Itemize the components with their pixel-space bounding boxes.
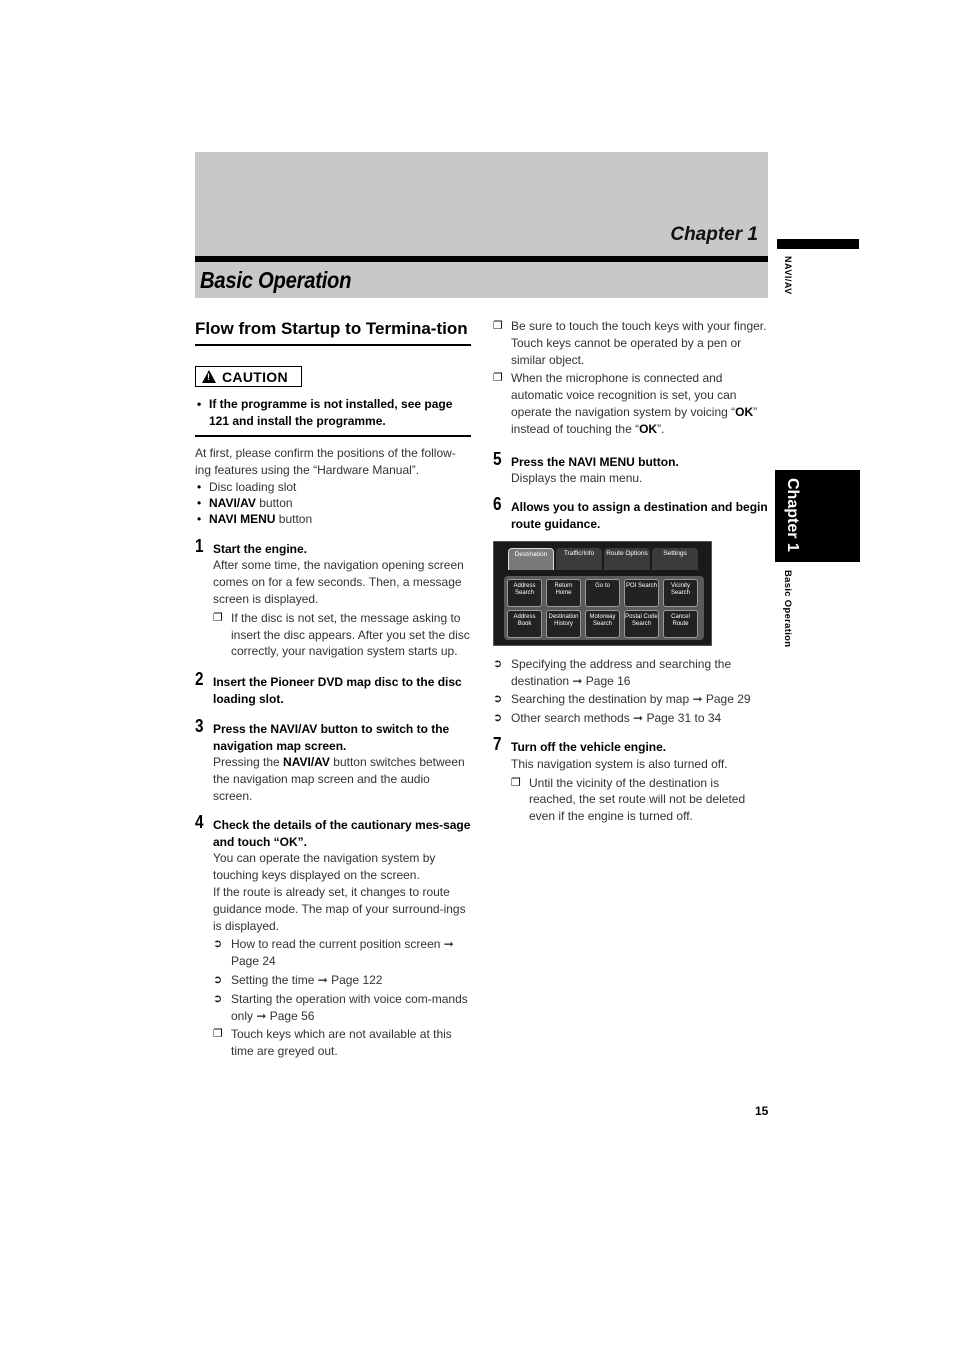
key-vicinity-search: Vicinity Search <box>663 579 698 607</box>
intro-text: At first, please confirm the positions of the follow-ing features using the “Hardware Manual”. <box>195 446 456 477</box>
note-item: ❐ Touch keys which are not available at this time are greyed out. <box>213 1027 452 1059</box>
step-number: 4 <box>195 811 204 832</box>
caution-label-box <box>195 366 302 387</box>
reference-item: ➲ Starting the operation with voice com-mands only ➞ Page 56 <box>213 991 468 1023</box>
note-box-icon: ❐ <box>213 611 223 624</box>
warning-icon: ! <box>202 370 216 383</box>
reference-item: ➲ Specifying the address and searching the destination ➞ Page 16 <box>493 656 732 688</box>
key-poi-search: POI Search <box>624 579 659 607</box>
step-title: Check the details of the cautionary mes-sage and touch “OK”. <box>213 817 471 849</box>
page-number: 15 <box>755 1104 769 1118</box>
step-body: You can operate the navigation system by touching keys displayed on the screen. <box>213 851 436 883</box>
note-item: ❐ Be sure to touch the touch keys with your finger. Touch keys cannot be operated by a pen or similar object. <box>493 319 767 367</box>
step-body: If the route is already set, it changes to route guidance mode. The map of your surround-ings is displayed. <box>213 884 466 933</box>
step-4 <box>195 811 471 1060</box>
step-number: 6 <box>493 494 502 515</box>
note-box-icon: ❐ <box>511 776 521 789</box>
tab-destination: Destination <box>508 548 554 570</box>
caution-label: CAUTION <box>222 368 288 385</box>
key-destination-history: Destination History <box>546 610 581 638</box>
step-5 <box>493 448 768 488</box>
page-title: Basic Operation <box>200 267 352 293</box>
left-column <box>195 312 471 1060</box>
key-motorway-search: Motorway Search <box>585 610 620 638</box>
side-section-label: Basic Operation <box>782 570 793 648</box>
tab-route-options: Route Options <box>604 548 650 570</box>
step-title: Turn off the vehicle engine. <box>511 739 667 754</box>
step-number: 5 <box>493 448 502 469</box>
tab-traffic-info: Traffic/Info <box>556 548 602 570</box>
key-address-search: Address Search <box>507 579 542 607</box>
reference-item: ➲ Searching the destination by map ➞ Page 29 <box>493 692 751 707</box>
side-chapter-label: Chapter 1 <box>784 478 801 552</box>
step-number: 7 <box>493 733 502 754</box>
step-title: Allows you to assign a destination and begin route guidance. <box>511 500 768 531</box>
title-band <box>195 262 768 298</box>
chapter-label: Chapter 1 <box>670 224 758 245</box>
step-title: Start the engine. <box>213 541 308 556</box>
step-7 <box>493 733 768 825</box>
note-item: ❐ If the disc is not set, the message asking to insert the disc appears. After you set the disc correctly, your navigation system starts up. <box>213 610 470 659</box>
note-item: ❐ Until the vicinity of the destination is reached, the set route will not be deleted even if the engine is turned off. <box>511 775 746 824</box>
note-item: ❐ When the microphone is connected and automatic voice recognition is set, you can operate the navigation system by voicing “OK” instead of touching the “OK”. <box>493 371 758 436</box>
reference-arrow-icon: ➲ <box>213 938 223 951</box>
step-3 <box>195 715 471 805</box>
right-column <box>493 318 768 825</box>
caution-block <box>195 366 471 437</box>
key-cancel-route: Cancel Route <box>663 610 698 638</box>
step-title: Insert the Pioneer DVD map disc to the disc loading slot. <box>213 675 462 706</box>
list-item: • NAVI/AV button <box>195 495 471 511</box>
step-1 <box>195 535 471 661</box>
reference-arrow-icon: ➲ <box>493 693 503 706</box>
step-title: Press the NAVI/AV button to switch to the navigation map screen. <box>213 721 450 753</box>
reference-arrow-icon: ➲ <box>213 973 223 986</box>
note-box-icon: ❐ <box>213 1028 223 1041</box>
step-6 <box>493 494 768 533</box>
step-number: 3 <box>195 715 204 736</box>
note-box-icon: ❐ <box>493 372 503 385</box>
caution-text: • If the programme is not installed, see page 121 and install the programme. <box>195 391 471 437</box>
step-6-references <box>493 656 768 727</box>
reference-item: ➲ How to read the current position screen ➞ Page 24 <box>213 937 454 969</box>
menu-key-grid <box>504 576 704 640</box>
feature-list <box>195 479 471 527</box>
step-number: 1 <box>195 535 204 556</box>
step-number: 2 <box>195 669 204 690</box>
side-chapter-tab <box>775 470 860 562</box>
reference-arrow-icon: ➲ <box>493 657 503 670</box>
step-body: Displays the main menu. <box>511 471 643 486</box>
key-postal-code-search: Postal Code Search <box>624 610 659 638</box>
step-body: After some time, the navigation opening screen comes on for a few seconds. Then, a message screen is displayed. <box>213 558 464 606</box>
list-item: • NAVI MENU button <box>195 511 471 527</box>
tab-settings: Settings <box>652 548 698 570</box>
reference-arrow-icon: ➲ <box>493 712 503 725</box>
main-menu-screenshot <box>493 541 712 646</box>
key-go-to: Go to <box>585 579 620 607</box>
section-title: Flow from Startup to Termina-tion <box>195 312 471 346</box>
key-return-home: Return Home <box>546 579 581 607</box>
list-item: • Disc loading slot <box>195 479 471 495</box>
key-address-book: Address Book <box>507 610 542 638</box>
note-box-icon: ❐ <box>493 320 503 332</box>
reference-item: ➲ Other search methods ➞ Page 31 to 34 <box>493 711 722 726</box>
reference-item: ➲ Setting the time ➞ Page 122 <box>213 972 383 987</box>
side-bar <box>777 239 859 249</box>
chapter-header-band <box>195 152 768 256</box>
step-2 <box>195 669 471 708</box>
step-body: Pressing the NAVI/AV button switches between the navigation map screen and the audio screen. <box>213 755 465 803</box>
step-title: Press the NAVI MENU button. <box>511 454 679 469</box>
side-navi-label: NAVI/AV <box>783 256 793 295</box>
reference-arrow-icon: ➲ <box>213 992 223 1005</box>
step-body: This navigation system is also turned off. <box>511 756 728 771</box>
